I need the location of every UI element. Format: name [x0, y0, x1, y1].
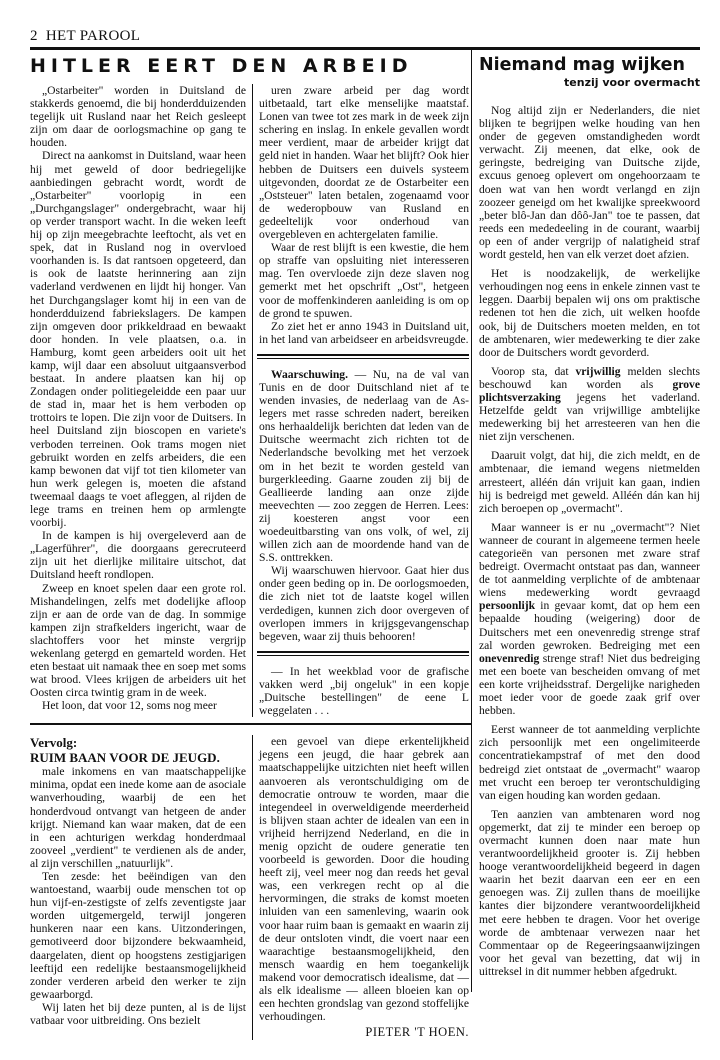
section-rule — [257, 354, 469, 359]
short-item — [259, 665, 469, 717]
right-headline: Niemand mag wijken — [479, 55, 685, 75]
paragraph — [479, 808, 700, 978]
text-run: uren zware arbeid per dag wordt uitbetaald, tart elke menselijke maatstaf. Lonen van twee tot zes mark in de week zijn schering en inslag. In enkele gevallen wordt meer verdient, maar de arbeider krijgt dat geld niet in handen. Waar het blijft? Ook hier hebben de Duitsers een duivels systeem uitgevonden, doordat ze de Ostarbeiter een „Oststeuer" laten betalen, zogenaamd voor de wederopbouw van Rusland en gedeeltelijk voor onderhoud van overgebleven en achtergelaten familie. — [259, 84, 469, 242]
paragraph — [479, 449, 700, 514]
paragraph — [30, 699, 246, 712]
paragraph — [479, 104, 700, 261]
lead-section — [30, 50, 471, 1040]
lead-row — [30, 78, 471, 717]
continuation-col2 — [259, 735, 469, 1023]
text-run: Wij laten het bij deze punten, al is de lijst vatbaar voor uitbreiding. Ons bezielt — [30, 1000, 246, 1027]
paragraph — [30, 582, 246, 700]
paragraph — [259, 241, 469, 320]
signature: PIETER 'T HOEN. — [365, 1025, 469, 1040]
paragraph — [259, 665, 469, 717]
right-article-body — [479, 104, 700, 978]
text-run: Wij waarschuwen hiervoor. Gaat hier dus onder geen beding op in. De oorlogsmoeden, die zich niet tot de laatste kogel willen verdedigen, kunnen zich door overgeven of overlopen immers in krijgsgevangenschap begeven, waar zij thuis behooren! — [259, 564, 469, 643]
text-run: „Ostarbeiter" worden in Duitsland de stakkerds genoemd, die bij honderdduizenden tegelijk uit Rusland naar het Reich gesleept zijn om daar de oorlogsmachine op gang te houden. — [30, 84, 246, 150]
paragraph — [30, 870, 246, 1001]
continuation-block — [30, 735, 252, 1040]
paragraph — [479, 267, 700, 359]
bold-text: persoonlijk — [479, 599, 536, 613]
text-run: male inkomens en van maatschappelijke minima, opdat een inede kome aan de asociale wanverhouding, waarbij de een het honderdvoud ontvangt van hetgeen de ander krijgt. Niemand kan waar maken, dat de een in een achturigen werkdag honderdmaal zooveel „verdient" te verdienen als de ander, al zijn verschillen „natuurlijk". — [30, 765, 246, 870]
text-run: Eerst wanneer de tot aanmelding verplichte zich persoonlijk met een ongelimiteerde concentratiekampstraf of met den dood bedreigd ziet ontstaat de „overmacht" waarop met vrucht een beroep ter verontschuldiging van eigen houding kan worden gedaan. — [479, 723, 700, 802]
paragraph — [259, 320, 469, 346]
bold-text: Waarschuwing. — [271, 367, 348, 381]
paragraph — [259, 564, 469, 643]
paragraph — [30, 529, 246, 581]
section-rule — [30, 723, 471, 725]
text-run: Waar de rest blijft is een kwestie, die hem op straffe van opsluiting niet interesseren mag. Ten overvloede zijn deze slaven nog gemerkt met het opschrift „Ost", hetgeen voor de moffenkinderen aanleiding is om op de grond te spuwen. — [259, 241, 469, 320]
text-run: Ten zesde: het beëindigen van den wantoestand, waarbij oude menschen tot op hun vijf-en-zestigste of zelfs zeventigste jaar worden uitgemergeld, terwijl jongeren hunkeren naar een kans. Uitzonderingen, gemotiveerd door bijzondere bekwaamheid, daargelaten, dient op hoogstens zestigjarigen leeftijd een redelijke bestaansmogelijkheid zonder verderen arbeid den werker te zijn gewaarborgd. — [30, 869, 246, 1001]
warning-item — [259, 368, 469, 643]
text-run: Voorop sta, dat — [491, 364, 576, 378]
continuation-row — [30, 735, 471, 1040]
text-run: jegens het vaderland. Hetzelfde geldt van vrijwillige ambtelijke medewerking bij het arresteeren van hen die niet zijn verschenen. — [479, 390, 700, 444]
bold-text: grove plichtsverzaking — [479, 377, 700, 404]
text-run: Zweep en knoet spelen daar een grote rol. Mishandelingen, zelfs met dodelijke afloop zijn er aan de orde van de dag. In sommige kampen zijn strafkelders ingericht, waar de slachtoffers voor het minste vergrijp wekenlang getergd en gemarteld worden. Het eten bestaat uit namaak thee en soep met soms wat brood. Vlees krijgen de arbeiders uit het Oosten circa twintig gram in de week. — [30, 581, 246, 700]
paragraph — [30, 765, 246, 870]
text-run: in gevaar komt, dat op hem een bepaalde houding (weigering) door de Duitschers met een onevenredig strenge straf zal worden gewroken. Bedreiging met een — [479, 599, 700, 652]
lead-col2-wrap — [252, 84, 471, 717]
text-run: — In het weekblad voor de grafische vakken werd „bij ongeluk" in een kopje „Duitsche bestellingen" de eene L weggelaten . . . — [259, 664, 469, 718]
text-run: In de kampen is hij overgeleverd aan de „Lagerführer", die doorgaans gerecruteerd zijn uit het dierlijke militaire uitschot, dat Duitsland heeft rondlopen. — [30, 529, 246, 582]
continuation-title: RUIM BAAN VOOR DE JEUGD. — [30, 750, 220, 766]
text-run: strenge straf! Niet dus bedreiging met een boete van bescheiden omvang of met een korte vrijheidsstraf. Dergelijke narigheden moet ieder voor de goede zaak grif over hebben. — [479, 651, 700, 718]
text-run: Het is noodzakelijk, de werkelijke verhoudingen nog eens in enkele zinnen vast te leggen. Daarbij bepalen wij ons om praktische redenen tot hen die zich, uit welken hoofde ook, bij de Duitschers moeten melden, en tot de ambtenaren, wier medewerking te dier zake door de Duitschers wordt gevorderd. — [479, 267, 700, 359]
text-run: melden slechts beschouwd kan worden als — [479, 364, 700, 391]
paragraph — [259, 84, 469, 241]
paragraph — [259, 368, 469, 564]
text-run: Daaruit volgt, dat hij, die zich meldt, en de ambtenaar, die iemand wegens nietmelden arresteert, alléén dán vrijuit kan gaan, indien hij is bedreigd met geweld. Alléén dán kan hij zich beroepen op „overmacht". — [479, 449, 700, 515]
masthead — [30, 28, 700, 46]
paragraph — [30, 1001, 246, 1027]
lead-col1 — [30, 84, 246, 713]
lead-headline: HITLER EERT DEN ARBEID — [30, 55, 413, 77]
right-subheadline: tenzij voor overmacht — [564, 76, 700, 89]
paragraph — [259, 735, 469, 1023]
text-run: — Nu, na de val van Tunis en de door Duitschland niet af te wenden invasies, de nederlaag van de As-legers met rasse schreden nadert, bereiken ons herhaaldelijk berichten dat leden van de Duitsche weermacht zich richten tot de Nederlandsche bevolking met het verzoek om in het bezit te worden gesteld van burgerkleeding. Gaarne zouden zij bij de Geallieerde landing aan onze zijde meevechten — zoo zeggen de Herren. Lees: zij koesteren angst voor een woedeuitbarsting van ons volk, of wel, zij willen zich aan de moordende hand van de S.S. onttrekken. — [259, 367, 469, 565]
continuation-col2-block — [252, 735, 471, 1040]
text-run: Maar wanneer is er nu „overmacht"? Niet wanneer de courant in algemeene termen heele categorieën van personen met zware straf bedreigt. Overmacht ontstaat pas dan, wanneer de tot aanmelding verplichte of de ambtenaar wiens medewerking wordt gevraagd — [479, 520, 700, 600]
continuation-col1 — [30, 765, 246, 1027]
bold-text: vrijwillig — [575, 364, 621, 378]
lead-col1-wrap — [30, 84, 252, 717]
paragraph — [30, 84, 246, 149]
bold-text: onevenredig — [479, 651, 540, 665]
section-rule — [257, 651, 469, 656]
continuation-label: Vervolg: — [30, 735, 78, 751]
paragraph — [479, 521, 700, 717]
text-run: Direct na aankomst in Duitsland, waar heen hij met geweld of door bedriegelijke aanbiedingen gebracht wordt, wordt de „Ostarbeiter" voorlopig in een „Durchgangslager" ondergebracht, waar hij op verder transport wacht. In die weken leeft hij op zijn meegebrachte leeftocht, als vet en spek, dat in Rusland nog in overvloed voorhanden is. Is dat rantsoen opgeteerd, dan is ook de laatste herinnering aan zijn vaderland verdwenen en lijdt hij honger. Van het Durchgangslager komt hij in een van de honderdduizend fabriekslagers. De kampen zijn omgeven door prikkeldraad en bewaakt door honden. In vele plaatsen, o.a. in Hamburg, komt geen arbeiders ooit uit het kamp, wijl daar een absoluut uitgaansverbod bestaat. In andere plaatsen kan hij op Zondagen onder politiegeleidde een paar uur de stad in, maar het is hem verboden op trottoirs te lopen. Die zijn voor de Duitsers. In heel Duitsland zijn bioscopen en variete's verboden terreinen. Ook trams mogen niet gebruikt worden en zelfs arbeiders, die een kamp bewonen dat vijf tot tien kilometer van hun werk gelegen is, moeten die afstand tweemaal daags te voet afleggen, al rijden de lege trams en treinen hem op armlengte voorbij. — [30, 149, 246, 530]
text-run: Het loon, dat voor 12, soms nog meer — [42, 699, 217, 713]
paper-name: HET PAROOL — [45, 28, 141, 44]
text-run: een gevoel van diepe erkentelijkheid jegens een jeugd, die haar gebrek aan maatschappelijke uitzichten niet heeft willen aanvoeren als verontschuldiging om de democratie ontrouw te worden, maar die integendeel in overweldigende meerderheid is blijven staan achter de idealen van een in vrijheid herrijzend Nederland, en die in menig opzicht de oudere generatie ten voorbeeld is geworden. Door die houding heeft zij, veel meer nog dan reeds het geval was, een verkregen recht op al die hervormingen, die straks de komst moeten inluiden van een samenleving, waarin ook voor haar ruim baan is gemaakt en waarin zij de deur ontsloten vindt, die voert naar een waarachtige bestaansmogelijkheid, den mensch waardig en hem toegankelijk makend voor democratisch idealisme, dat — als elk idealisme — alleen bloeien kan op een hechten grondslag van gezond stoffelijke verhoudingen. — [259, 735, 469, 1024]
lead-col2 — [259, 84, 469, 346]
page-body — [30, 50, 700, 1040]
text-run: Zo ziet het er anno 1943 in Duitsland uit, in het land van arbeidseer en arbeidsvreugde. — [259, 319, 469, 346]
text-run: Ten aanzien van ambtenaren word nog opgemerkt, dat zij te minder een beroep op overmacht kunnen doen naar mate hun verantwoordelijkheid grooter is. Zij hebben hooge verantwoordelijkheid begeerd in dagen waarin het bezit daarvan een eer en een genoegen was. Zij zullen thans de moeilijke kantes dier bijzondere verantwoordelijkheid met eere hebben te dragen. Voor het overige worde de ambtenaar verwezen naar het Commentaar op de Regeeringsaanwijzingen voor het geval van bezetting, dat wij in uittreksel in dit nummer hebben afgedrukt. — [479, 807, 700, 978]
text-run: Nog altijd zijn er Nederlanders, die niet blijken te begrijpen welke houding van hen onder de gegeven omstandigheden wordt verwacht. Zij meenen, dat elke, ook de geringste, bedreiging van Duitsche zijde, excuus genoeg oplevert om ongehoorzaam te doen wat van hen wordt verlangd en zijn zoozeer geneigd om het kwalijke spreekwoord „beter blô-Jan dan dôô-Jan" toe te passen, dat reeds een mededeeling in de courant, waarbij op een of ander vergrijp of nalatigheid straf wordt gesteld, hen van elk verzet doet afzien. — [479, 104, 700, 262]
page-number: 2 — [30, 28, 38, 44]
paragraph — [479, 365, 700, 444]
paragraph — [479, 723, 700, 802]
right-article — [471, 50, 700, 992]
paragraph — [30, 149, 246, 529]
